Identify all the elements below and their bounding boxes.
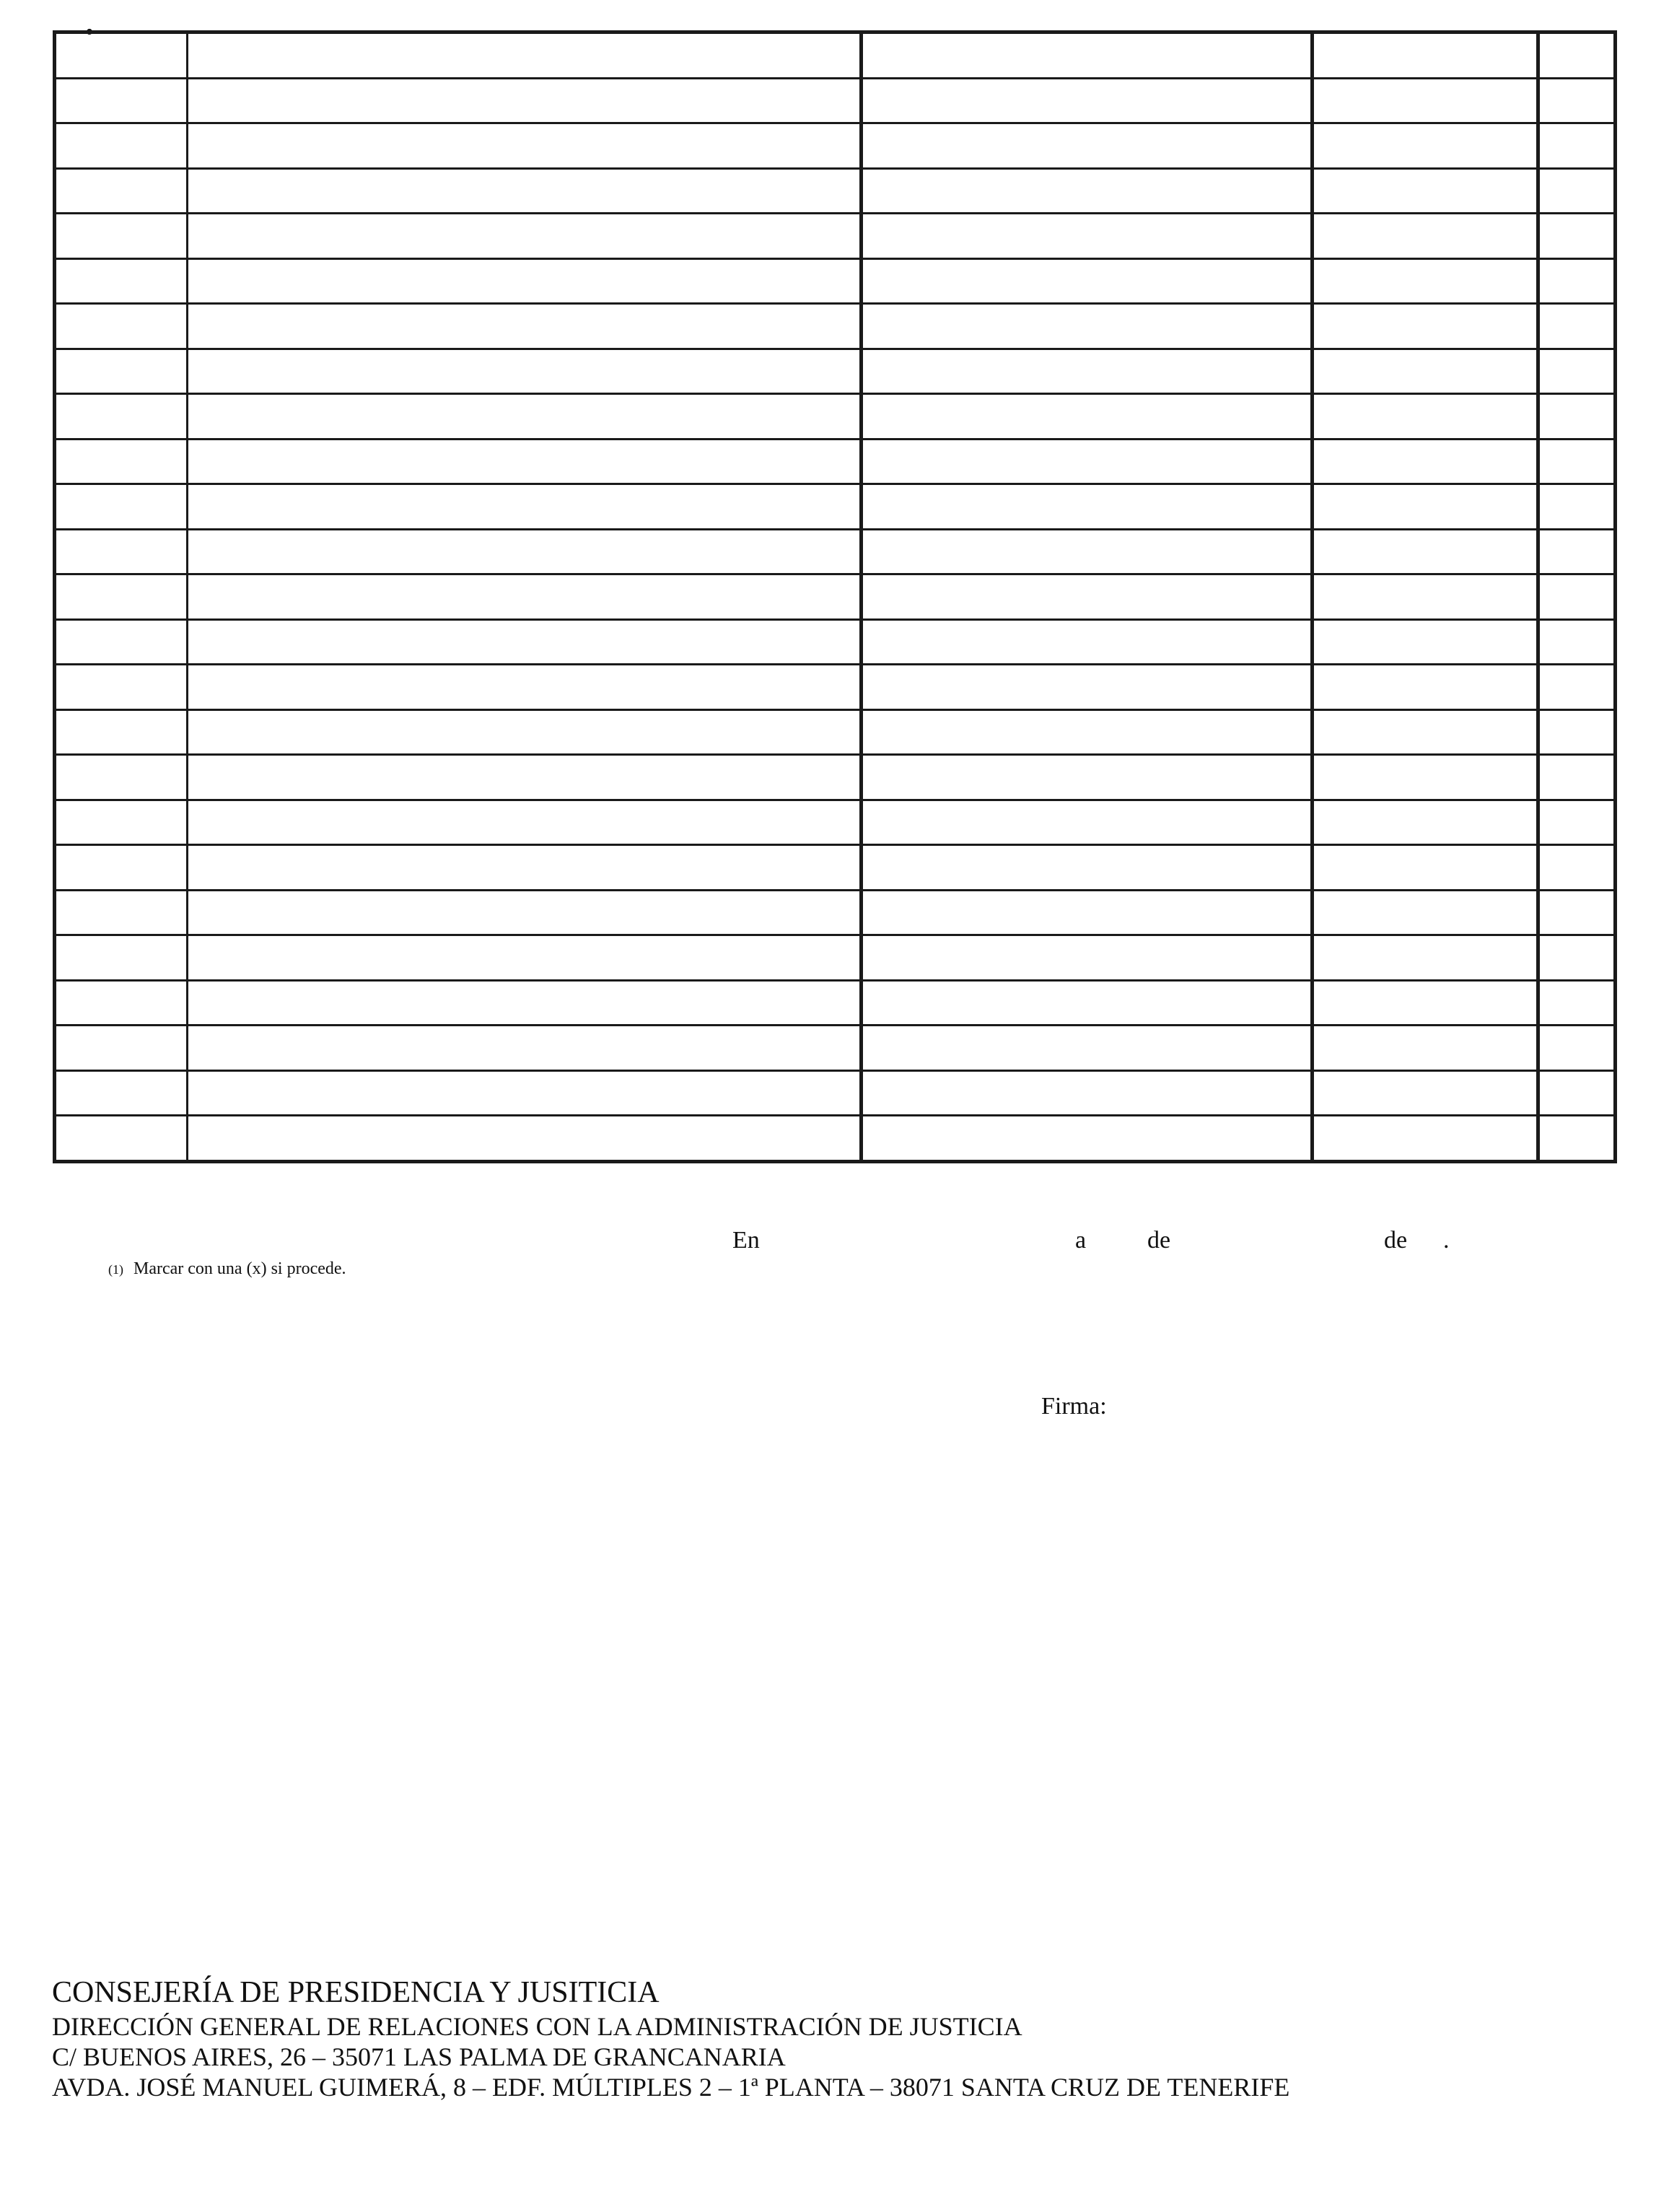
table-row [55,349,1616,394]
table-cell[interactable] [1538,755,1616,800]
table-cell[interactable] [55,214,188,259]
org-address-las-palmas: C/ BUENOS AIRES, 26 – 35071 LAS PALMA DE GRANCANARIA [52,2042,786,2072]
table-cell[interactable] [1313,1116,1538,1162]
table-cell[interactable] [1538,32,1616,79]
table-cell[interactable] [1538,1070,1616,1116]
table-cell[interactable] [1313,394,1538,440]
table-cell[interactable] [1313,1070,1538,1116]
date-de-month-label: de [1147,1227,1171,1254]
table-cell[interactable] [862,709,1313,755]
table-cell[interactable] [862,890,1313,935]
table-cell[interactable] [55,258,188,304]
table-cell[interactable] [1313,800,1538,845]
table-row [55,484,1616,530]
table-cell[interactable] [1538,1026,1616,1071]
table-cell[interactable] [1538,619,1616,665]
table-cell[interactable] [188,1070,862,1116]
table-row [55,1026,1616,1071]
table-cell[interactable] [188,1026,862,1071]
table-cell[interactable] [862,439,1313,484]
table-cell[interactable] [55,168,188,214]
table-cell[interactable] [55,529,188,574]
table-cell[interactable] [188,800,862,845]
table-row [55,1116,1616,1162]
table-cell[interactable] [1313,890,1538,935]
table-cell[interactable] [188,123,862,169]
table-cell[interactable] [1538,168,1616,214]
table-cell[interactable] [55,619,188,665]
table-row [55,1070,1616,1116]
table-cell[interactable] [188,168,862,214]
table-cell[interactable] [1538,484,1616,530]
table-cell[interactable] [1538,304,1616,349]
table-cell[interactable] [188,32,862,79]
table-row [55,258,1616,304]
table-cell[interactable] [188,78,862,123]
table-row [55,935,1616,981]
table-cell[interactable] [862,214,1313,259]
footnote-text: Marcar con una (x) si procede. [133,1259,346,1278]
table-cell[interactable] [55,935,188,981]
table-cell[interactable] [55,845,188,891]
table-cell[interactable] [1538,709,1616,755]
table-cell[interactable] [188,214,862,259]
table-row [55,619,1616,665]
table-cell[interactable] [55,800,188,845]
table-cell[interactable] [862,980,1313,1026]
table-cell[interactable] [862,258,1313,304]
table-cell[interactable] [1313,574,1538,620]
table-cell[interactable] [862,1070,1313,1116]
table-row [55,980,1616,1026]
table-cell[interactable] [1313,484,1538,530]
table-cell[interactable] [188,755,862,800]
table-row [55,709,1616,755]
table-cell[interactable] [55,78,188,123]
entry-table [53,30,1617,1163]
table-cell[interactable] [1538,935,1616,981]
scan-mark: • [85,19,94,45]
table-cell[interactable] [1538,1116,1616,1162]
table-cell[interactable] [1313,439,1538,484]
table-cell[interactable] [55,665,188,710]
table-cell[interactable] [55,32,188,79]
table-cell[interactable] [862,1116,1313,1162]
table-cell[interactable] [188,258,862,304]
table-cell[interactable] [1538,439,1616,484]
table-cell[interactable] [1313,1026,1538,1071]
table-row [55,574,1616,620]
table-cell[interactable] [55,980,188,1026]
entry-table-body [55,32,1616,1162]
table-row [55,214,1616,259]
table-cell[interactable] [1538,78,1616,123]
table-cell[interactable] [862,123,1313,169]
table-cell[interactable] [55,484,188,530]
table-cell[interactable] [1538,574,1616,620]
table-cell[interactable] [862,349,1313,394]
table-cell[interactable] [55,1070,188,1116]
table-cell[interactable] [1313,32,1538,79]
table-cell[interactable] [1313,123,1538,169]
table-cell[interactable] [188,484,862,530]
table-cell[interactable] [188,709,862,755]
table-cell[interactable] [188,980,862,1026]
table-row [55,845,1616,891]
table-cell[interactable] [188,619,862,665]
table-cell[interactable] [1313,78,1538,123]
table-cell[interactable] [188,845,862,891]
table-cell[interactable] [55,1116,188,1162]
table-cell[interactable] [1313,619,1538,665]
table-cell[interactable] [1313,755,1538,800]
table-cell[interactable] [1313,258,1538,304]
table-cell[interactable] [1313,845,1538,891]
table-row [55,800,1616,845]
table-cell[interactable] [862,304,1313,349]
table-row [55,32,1616,79]
table-cell[interactable] [862,529,1313,574]
table-cell[interactable] [862,78,1313,123]
table-cell[interactable] [188,394,862,440]
table-row [55,394,1616,440]
table-cell[interactable] [188,529,862,574]
table-cell[interactable] [55,304,188,349]
org-address-block [52,1975,1289,2103]
table-cell[interactable] [1538,394,1616,440]
footnote-number: (1) [108,1262,123,1277]
table-cell[interactable] [862,935,1313,981]
table-cell[interactable] [55,123,188,169]
table-row [55,755,1616,800]
table-cell[interactable] [1538,258,1616,304]
table-cell[interactable] [55,349,188,394]
table-cell[interactable] [862,484,1313,530]
table-cell[interactable] [1313,349,1538,394]
table-row [55,78,1616,123]
table-cell[interactable] [1313,665,1538,710]
date-de-year-label: de [1384,1227,1408,1254]
table-cell[interactable] [188,665,862,710]
table-cell[interactable] [55,755,188,800]
date-end-period: . [1443,1227,1450,1254]
table-cell[interactable] [862,574,1313,620]
org-name: CONSEJERÍA DE PRESIDENCIA Y JUSITICIA [52,1976,660,2009]
table-cell[interactable] [188,574,862,620]
table-row [55,665,1616,710]
table-row [55,123,1616,169]
table-cell[interactable] [862,845,1313,891]
table-cell[interactable] [1538,800,1616,845]
table-cell[interactable] [1313,529,1538,574]
table-cell[interactable] [55,439,188,484]
table-row [55,529,1616,574]
table-cell[interactable] [1538,665,1616,710]
table-cell[interactable] [1313,709,1538,755]
table-cell[interactable] [188,935,862,981]
table-cell[interactable] [1313,935,1538,981]
table-cell[interactable] [1538,529,1616,574]
table-cell[interactable] [1538,845,1616,891]
table-cell[interactable] [188,890,862,935]
table-cell[interactable] [1313,304,1538,349]
table-cell[interactable] [1538,214,1616,259]
signature-label: Firma: [1041,1393,1107,1420]
table-cell[interactable] [188,304,862,349]
table-row [55,168,1616,214]
table-cell[interactable] [1313,214,1538,259]
table-row [55,304,1616,349]
table-cell[interactable] [862,755,1313,800]
table-cell[interactable] [1538,349,1616,394]
table-cell[interactable] [1313,168,1538,214]
table-cell[interactable] [862,1026,1313,1071]
table-cell[interactable] [188,349,862,394]
table-cell[interactable] [862,800,1313,845]
org-address-tenerife: AVDA. JOSÉ MANUEL GUIMERÁ, 8 – EDF. MÚLTIPLES 2 – 1ª PLANTA – 38071 SANTA CRUZ DE TENERIFE [52,2073,1290,2102]
date-place-label: En [732,1227,760,1254]
table-cell[interactable] [862,168,1313,214]
table-cell[interactable] [188,439,862,484]
footnote [108,1259,346,1279]
table-cell[interactable] [862,619,1313,665]
table-cell[interactable] [1538,980,1616,1026]
date-a-label: a [1075,1227,1087,1254]
table-cell[interactable] [55,574,188,620]
table-cell[interactable] [55,394,188,440]
table-row [55,890,1616,935]
table-cell[interactable] [188,1116,862,1162]
table-cell[interactable] [862,394,1313,440]
table-cell[interactable] [1538,123,1616,169]
table-cell[interactable] [1538,890,1616,935]
table-cell[interactable] [862,665,1313,710]
table-cell[interactable] [55,1026,188,1071]
table-row [55,439,1616,484]
org-department: DIRECCIÓN GENERAL DE RELACIONES CON LA ADMINISTRACIÓN DE JUSTICIA [52,2011,1022,2041]
table-cell[interactable] [862,32,1313,79]
table-cell[interactable] [55,890,188,935]
table-cell[interactable] [55,709,188,755]
table-cell[interactable] [1313,980,1538,1026]
